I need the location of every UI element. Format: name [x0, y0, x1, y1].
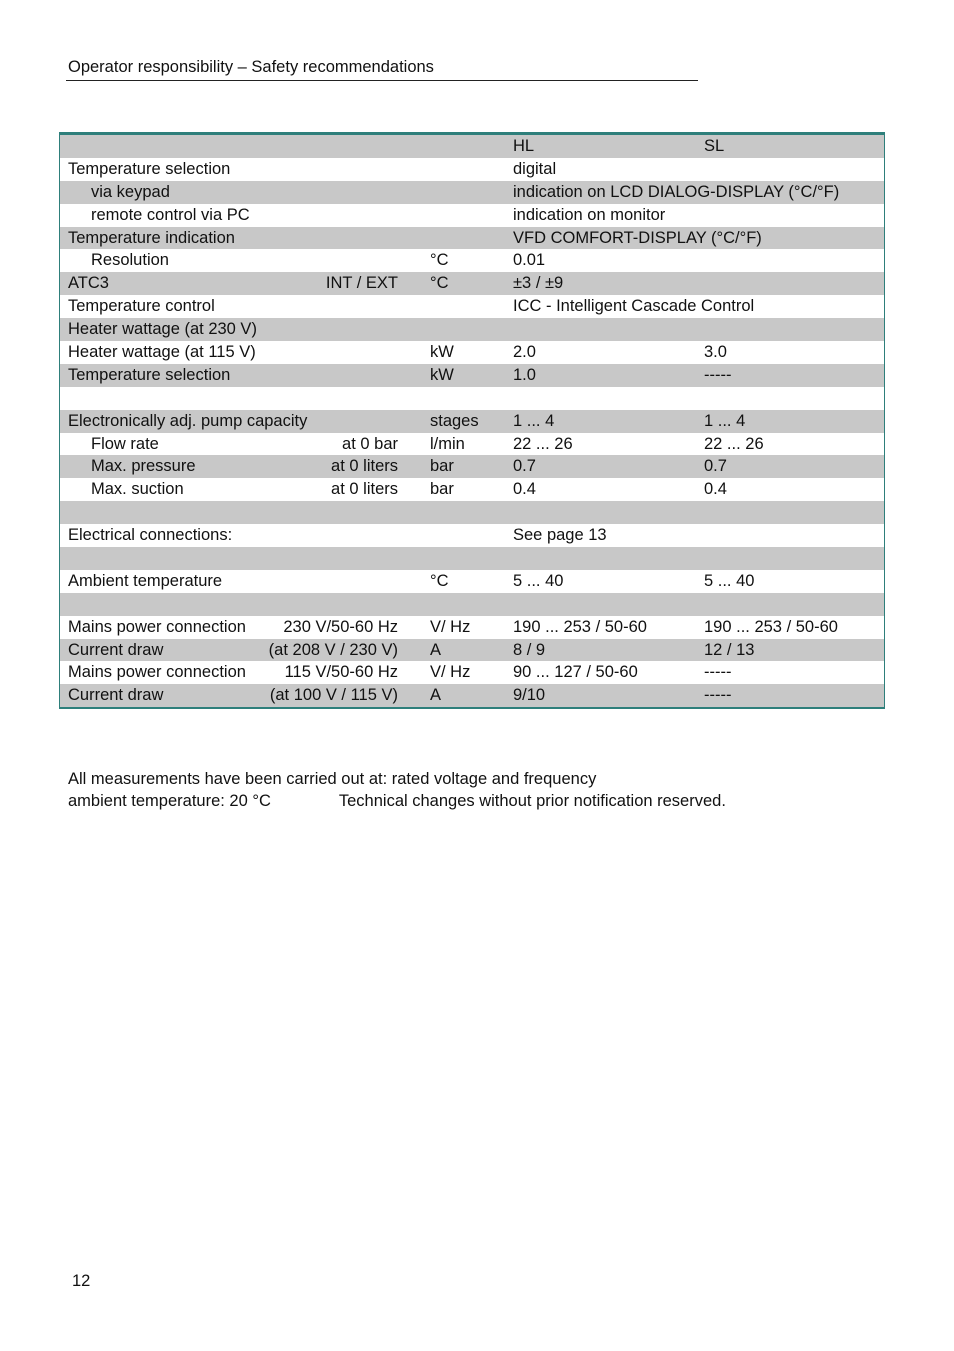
row-unit: °C — [430, 571, 449, 590]
row-value-hl: ICC - Intelligent Cascade Control — [513, 297, 755, 316]
row-unit: °C — [430, 274, 449, 293]
row-value-hl: 8 / 9 — [513, 640, 546, 659]
row-unit: bar — [430, 457, 454, 476]
row-label: remote control via PC — [91, 205, 250, 224]
row-condition: at 0 bar — [342, 434, 398, 453]
column-header-hl: HL — [513, 137, 535, 155]
row-label: Resolution — [91, 251, 169, 270]
row-value-sl: 1 ... 4 — [704, 411, 746, 430]
table-row — [60, 204, 884, 227]
row-label: Electronically adj. pump capacity — [68, 411, 308, 430]
row-value-hl: indication on monitor — [513, 205, 666, 224]
row-condition: INT / EXT — [325, 274, 398, 293]
page-number: 12 — [72, 1272, 91, 1290]
table-body — [60, 158, 884, 707]
table-row — [60, 547, 884, 570]
row-value-hl: See page 13 — [513, 526, 607, 545]
table-row — [60, 501, 884, 524]
table-row — [60, 639, 884, 662]
table-row — [60, 158, 884, 181]
row-value-sl: ----- — [704, 686, 732, 705]
note-line-2 — [68, 790, 726, 812]
spec-table — [59, 132, 885, 709]
row-condition: at 0 liters — [331, 480, 398, 499]
page-header-title: Operator responsibility – Safety recommendations — [68, 58, 434, 76]
table-row — [60, 364, 884, 387]
table-row — [60, 295, 884, 318]
row-value-sl: 5 ... 40 — [704, 571, 755, 590]
row-label: Temperature control — [68, 297, 215, 316]
header-rule — [66, 80, 698, 81]
row-label: via keypad — [91, 182, 170, 201]
table-row — [60, 318, 884, 341]
row-value-hl: 22 ... 26 — [513, 434, 573, 453]
row-label: Ambient temperature — [68, 571, 223, 590]
row-value-hl: 90 ... 127 / 50-60 — [513, 663, 638, 682]
row-value-hl: 190 ... 253 / 50-60 — [513, 617, 647, 636]
row-unit: l/min — [430, 434, 465, 453]
row-value-sl: 190 ... 253 / 50-60 — [704, 617, 838, 636]
note-ambient: ambient temperature: 20 °C — [68, 792, 271, 810]
row-unit: bar — [430, 480, 454, 499]
table-row — [60, 661, 884, 684]
row-value-hl: 9/10 — [513, 686, 546, 705]
table-row — [60, 341, 884, 364]
table-header-row — [60, 135, 884, 158]
row-label: Heater wattage (at 230 V) — [68, 320, 257, 339]
row-value-hl: VFD COMFORT-DISPLAY (°C/°F) — [513, 228, 762, 247]
row-label: Flow rate — [91, 434, 159, 453]
table-row — [60, 227, 884, 250]
row-unit: A — [430, 640, 442, 659]
row-unit: kW — [430, 343, 454, 362]
row-condition: (at 100 V / 115 V) — [269, 686, 398, 705]
row-value-hl: 2.0 — [513, 343, 536, 362]
row-value-sl: 12 / 13 — [704, 640, 755, 659]
row-label: Mains power connection — [68, 663, 246, 682]
row-value-hl: 5 ... 40 — [513, 571, 564, 590]
table-row — [60, 524, 884, 547]
row-value-sl: ----- — [704, 663, 732, 682]
row-value-hl: 1 ... 4 — [513, 411, 555, 430]
row-value-hl: 0.01 — [513, 251, 546, 270]
row-value-sl: 22 ... 26 — [704, 434, 764, 453]
row-condition: (at 208 V / 230 V) — [268, 640, 398, 659]
table-row — [60, 433, 884, 456]
row-condition: at 0 liters — [331, 457, 398, 476]
row-value-hl: 0.7 — [513, 457, 536, 476]
row-unit: °C — [430, 251, 449, 270]
row-unit: V/ Hz — [430, 617, 471, 636]
row-unit: kW — [430, 365, 454, 384]
row-label: Temperature selection — [68, 365, 231, 384]
row-unit: stages — [430, 411, 479, 430]
row-value-hl: 0.4 — [513, 480, 536, 499]
note-changes: Technical changes without prior notification reserved. — [338, 792, 726, 810]
row-condition: 230 V/50-60 Hz — [283, 617, 398, 636]
row-label: Max. suction — [91, 480, 184, 499]
row-value-hl: indication on LCD DIALOG-DISPLAY (°C/°F) — [513, 182, 840, 201]
table-row — [60, 478, 884, 501]
table-row — [60, 593, 884, 616]
row-label: Current draw — [68, 640, 164, 659]
row-value-sl: 3.0 — [704, 343, 727, 362]
row-label: Max. pressure — [91, 457, 196, 476]
table-row — [60, 684, 884, 707]
row-label: Temperature indication — [68, 228, 235, 247]
column-header-sl: SL — [704, 137, 725, 155]
table-row — [60, 410, 884, 433]
table-row — [60, 387, 884, 410]
row-unit: A — [430, 686, 442, 705]
table-row — [60, 455, 884, 478]
table-row — [60, 570, 884, 593]
table-row — [60, 181, 884, 204]
table-row — [60, 272, 884, 295]
notes — [68, 768, 726, 812]
note-line-1: All measurements have been carried out at: rated voltage and frequency — [68, 770, 597, 788]
row-label: Temperature selection — [68, 159, 231, 178]
row-value-hl: 1.0 — [513, 365, 536, 384]
row-value-hl: digital — [513, 159, 557, 178]
row-value-hl: ±3 / ±9 — [513, 274, 564, 293]
row-value-sl: 0.7 — [704, 457, 727, 476]
row-label: Electrical connections: — [68, 526, 233, 545]
table-row — [60, 616, 884, 639]
row-value-sl: 0.4 — [704, 480, 727, 499]
row-label: Mains power connection — [68, 617, 246, 636]
row-label: Current draw — [68, 686, 164, 705]
row-label: Heater wattage (at 115 V) — [68, 343, 256, 362]
row-unit: V/ Hz — [430, 663, 471, 682]
row-condition: 115 V/50-60 Hz — [284, 663, 398, 682]
row-label: ATC3 — [68, 274, 109, 293]
row-value-sl: ----- — [704, 365, 732, 384]
table-row — [60, 249, 884, 272]
